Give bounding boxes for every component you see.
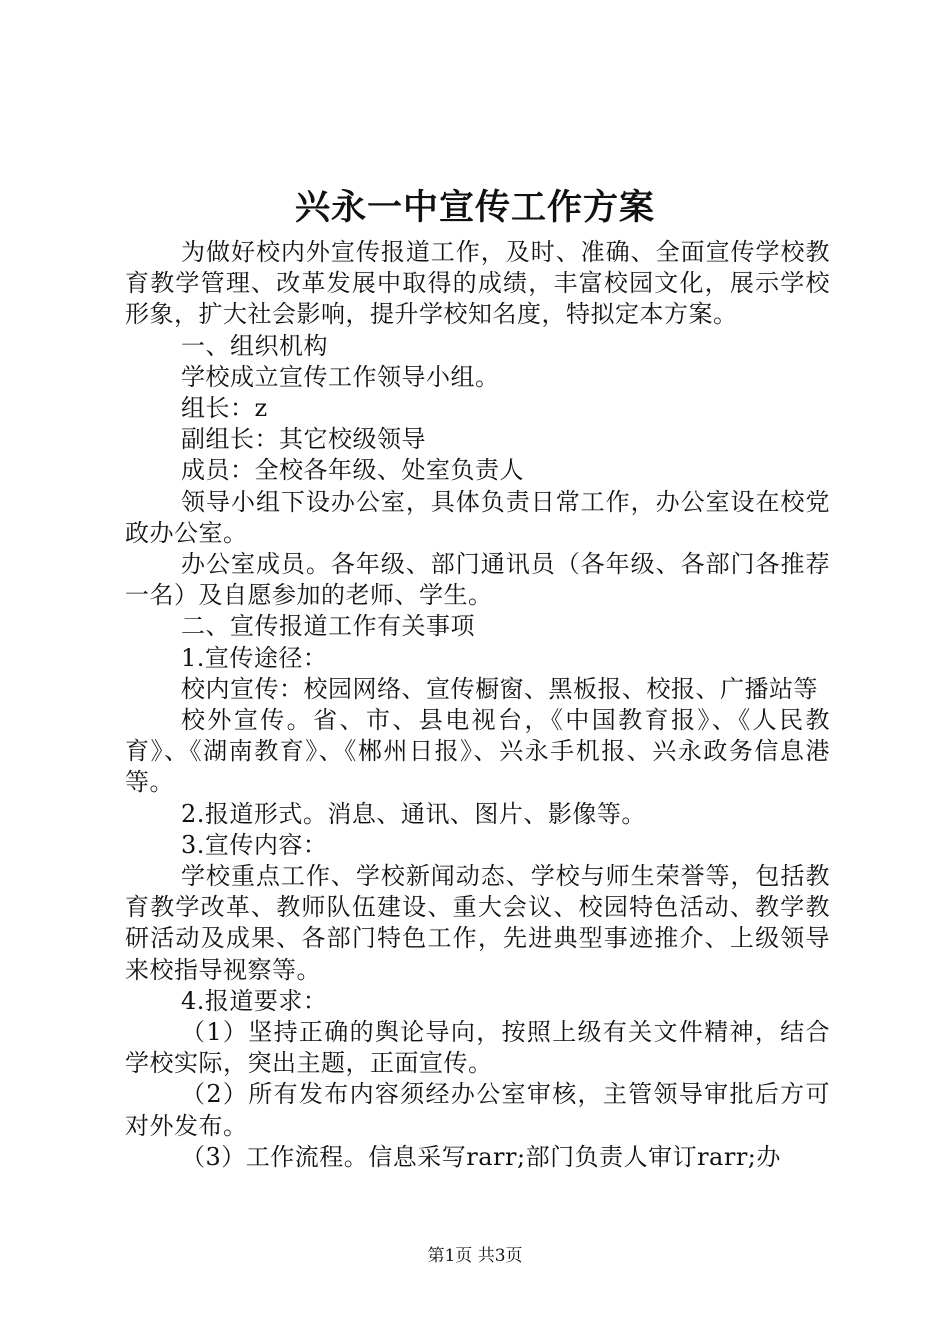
paragraph: （3）工作流程。信息采写rarr;部门负责人审订rarr;办 [181,1142,781,1171]
paragraph: 学校成立宣传工作领导小组。 [181,362,500,391]
paragraph: 校内宣传：校园网络、宣传橱窗、黑板报、校报、广播站等 [181,674,818,703]
paragraph: 1.宣传途径： [181,643,328,672]
paragraph: 学校重点工作、学校新闻动态、学校与师生荣誉等，包括教育教学改革、教师队伍建设、重大会议、校园特色活动、教学教研活动及成果、各部门特色工作，先进典型事迹推介、上级领导来校指导视察等。 [125,862,830,984]
section-heading-reporting: 二、宣传报道工作有关事项 [181,612,475,641]
document-body [125,237,830,1173]
paragraph: 2.报道形式。消息、通讯、图片、影像等。 [181,799,646,828]
paragraph: 领导小组下设办公室，具体负责日常工作，办公室设在校党政办公室。 [125,487,830,547]
document-title: 兴永一中宣传工作方案 [294,187,655,228]
paragraph: 组长：z [181,394,268,423]
paragraph: （2）所有发布内容须经办公室审核，主管领导审批后方可对外发布。 [125,1080,830,1140]
paragraph: 成员：全校各年级、处室负责人 [181,456,524,485]
paragraph-intro: 为做好校内外宣传报道工作，及时、准确、全面宣传学校教育教学管理、改革发展中取得的成绩，丰富校园文化，展示学校形象，扩大社会影响，提升学校知名度，特拟定本方案。 [125,238,830,329]
paragraph: 4.报道要求： [181,986,328,1015]
paragraph: 副组长：其它校级领导 [181,425,426,454]
paragraph: （1）坚持正确的舆论导向，按照上级有关文件精神，结合学校实际，突出主题，正面宣传。 [125,1018,830,1078]
paragraph: 校外宣传。省、市、县电视台，《中国教育报》、《人民教育》、《湖南教育》、《郴州日报》、兴永手机报、兴永政务信息港等。 [125,706,830,797]
paragraph: 3.宣传内容： [181,830,328,859]
page-footer: 第1页 共3页 [427,1246,523,1266]
section-heading-organization: 一、组织机构 [181,331,328,360]
paragraph: 办公室成员。各年级、部门通讯员（各年级、各部门各推荐一名）及自愿参加的老师、学生。 [125,550,830,610]
